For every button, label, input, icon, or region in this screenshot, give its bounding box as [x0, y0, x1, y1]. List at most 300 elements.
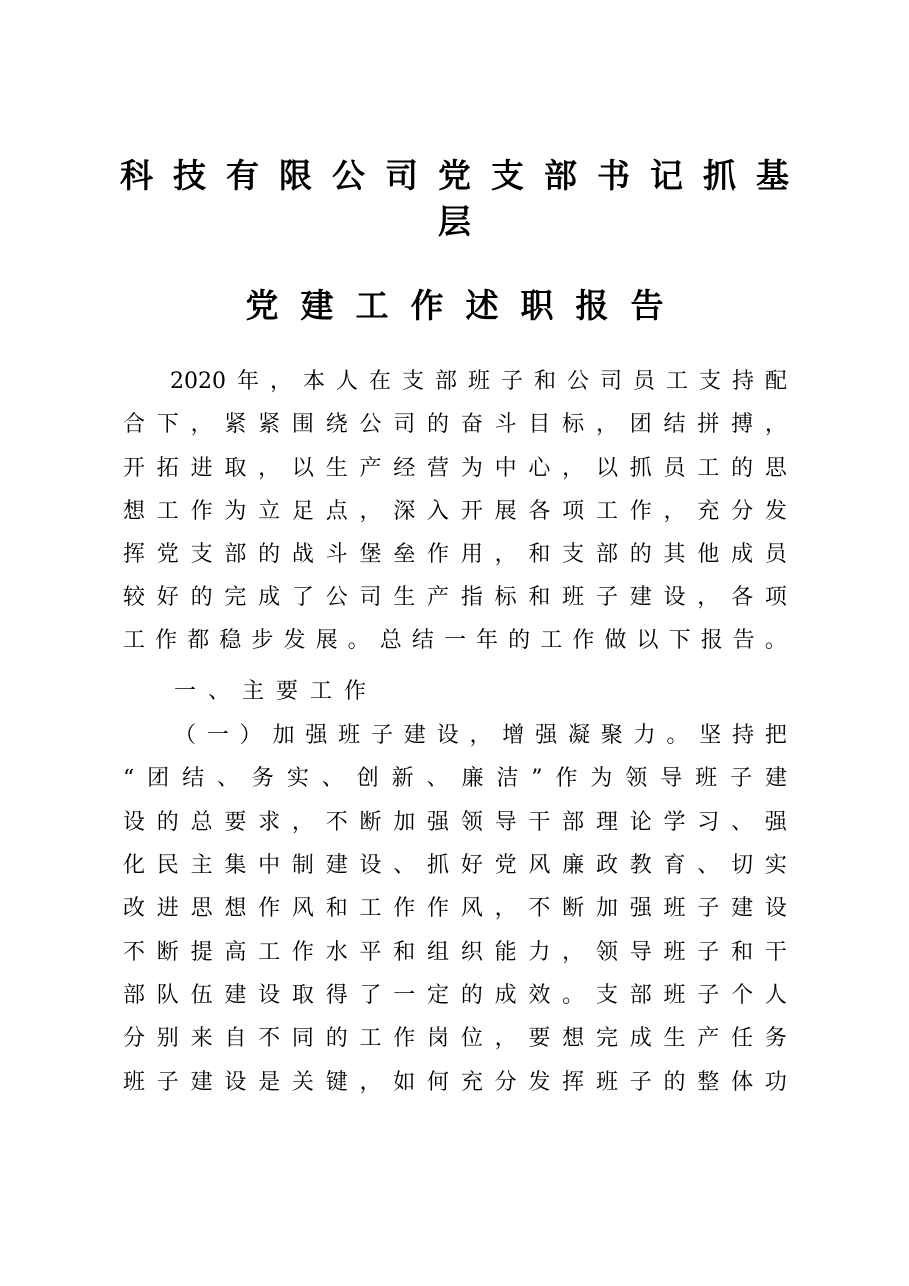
text-glyph: 总 [379, 628, 402, 653]
text-glyph: 子 [500, 369, 523, 394]
text-glyph: 风 [460, 896, 483, 921]
text-glyph: 拼 [697, 412, 720, 437]
body-line [123, 410, 787, 440]
text-glyph: ， [663, 499, 686, 524]
text-glyph: 设 [663, 585, 686, 610]
text-glyph: ， [190, 412, 213, 437]
text-glyph: 功 [764, 1070, 787, 1095]
text-glyph: 成 [731, 542, 754, 567]
text-glyph: 如 [393, 1070, 416, 1095]
text-glyph: 和 [528, 542, 551, 567]
text-glyph: 以 [636, 628, 659, 653]
text-glyph: 工 [156, 499, 179, 524]
body-line [123, 1024, 787, 1054]
text-glyph: 持 [732, 723, 755, 748]
text-glyph: 斗 [325, 542, 348, 567]
text-glyph: 政 [595, 853, 618, 878]
text-glyph: 点 [325, 499, 348, 524]
text-glyph: 合 [123, 412, 146, 437]
text-glyph: 党 [156, 542, 179, 567]
text-glyph: 一 [393, 983, 416, 1008]
text-glyph: 为 [460, 456, 483, 481]
text-glyph: 员 [632, 369, 655, 394]
text-glyph: 项 [764, 585, 787, 610]
text-glyph: 班 [562, 585, 585, 610]
text-glyph: 作 [555, 766, 578, 791]
text-glyph: 导 [660, 766, 683, 791]
text-glyph: 深 [393, 499, 416, 524]
text-glyph: 中 [494, 456, 517, 481]
text-glyph: 成 [494, 983, 517, 1008]
text-glyph: 部 [123, 983, 146, 1008]
text-glyph: 新 [391, 766, 414, 791]
text-glyph: 子 [629, 1070, 652, 1095]
text-glyph: 目 [528, 412, 551, 437]
text-glyph: 子 [370, 723, 393, 748]
text-glyph: 学 [663, 810, 686, 835]
text-glyph: 建 [224, 983, 247, 1008]
text-glyph: 展 [494, 499, 517, 524]
text-glyph: 部 [629, 983, 652, 1008]
text-glyph: 建 [764, 766, 787, 791]
text-glyph: 和 [528, 585, 551, 610]
text-glyph: 力 [633, 723, 656, 748]
body-line [170, 367, 787, 397]
text-glyph: 配 [764, 369, 787, 394]
body-line [174, 721, 787, 751]
text-glyph: 抓 [427, 853, 450, 878]
text-glyph: 生 [325, 456, 348, 481]
text-glyph: 实 [286, 766, 309, 791]
text-glyph: 理 [595, 810, 618, 835]
text-glyph: 稳 [219, 628, 242, 653]
text-glyph: 子 [697, 896, 720, 921]
text-glyph: 切 [731, 853, 754, 878]
text-glyph: 一 [206, 723, 229, 748]
text-glyph: 廉 [562, 853, 585, 878]
text-glyph: 设 [764, 896, 787, 921]
text-glyph: 开 [460, 499, 483, 524]
text-glyph: 产 [697, 1026, 720, 1051]
text-glyph: 完 [595, 1026, 618, 1051]
body-line [123, 1068, 787, 1098]
text-glyph: 工 [359, 1026, 382, 1051]
text-glyph: 公 [359, 412, 382, 437]
text-glyph: 工 [540, 628, 563, 653]
text-glyph: 支 [562, 542, 585, 567]
text-glyph: 建 [629, 585, 652, 610]
text-glyph: 司 [393, 412, 416, 437]
text-glyph: 建 [190, 1070, 213, 1095]
text-glyph: 作 [427, 896, 450, 921]
text-glyph: 习 [697, 810, 720, 835]
text-glyph: 来 [190, 1026, 213, 1051]
text-glyph: 分 [731, 499, 754, 524]
text-glyph: 高 [224, 940, 247, 965]
body-line [123, 540, 787, 570]
text-glyph: 任 [731, 1026, 754, 1051]
text-glyph: 司 [359, 585, 382, 610]
text-glyph: 班 [123, 1070, 146, 1095]
text-glyph: 司 [599, 369, 622, 394]
text-glyph: 教 [629, 853, 652, 878]
text-glyph: 队 [156, 983, 179, 1008]
text-glyph: 力 [528, 940, 551, 965]
text-glyph: 作 [258, 896, 281, 921]
text-glyph: 作 [155, 628, 178, 653]
text-glyph: 了 [359, 983, 382, 1008]
text-glyph: 中 [258, 853, 281, 878]
text-glyph: 战 [291, 542, 314, 567]
text-glyph: ， [359, 1070, 382, 1095]
text-glyph: 工 [697, 456, 720, 481]
text-glyph: 的 [427, 412, 450, 437]
text-glyph: 论 [629, 810, 652, 835]
text-glyph: 育 [663, 853, 686, 878]
text-glyph: 。 [666, 723, 689, 748]
text-glyph: 支 [698, 369, 721, 394]
text-glyph: 民 [156, 853, 179, 878]
text-glyph: 坚 [699, 723, 722, 748]
text-glyph: 想 [123, 499, 146, 524]
text-glyph: 取 [224, 456, 247, 481]
text-glyph: 干 [764, 940, 787, 965]
text-glyph: 的 [508, 628, 531, 653]
text-glyph: 抓 [629, 456, 652, 481]
text-glyph: 强 [427, 810, 450, 835]
text-glyph: 发 [764, 499, 787, 524]
text-glyph: ， [595, 412, 618, 437]
text-glyph: 子 [697, 940, 720, 965]
text-glyph: 支 [595, 983, 618, 1008]
text-glyph: 班 [663, 940, 686, 965]
text-glyph: “ [123, 766, 135, 791]
text-glyph: 强 [535, 723, 558, 748]
text-glyph: 其 [663, 542, 686, 567]
text-glyph: 一 [443, 628, 466, 653]
text-glyph: 务 [251, 766, 274, 791]
text-glyph: ， [764, 412, 787, 437]
text-glyph: 子 [730, 766, 753, 791]
text-glyph: 发 [283, 628, 306, 653]
text-glyph: 取 [291, 983, 314, 1008]
body-line [123, 583, 787, 613]
text-glyph: 键 [325, 1070, 348, 1095]
text-glyph: 。 [764, 628, 787, 653]
text-glyph: 公 [325, 585, 348, 610]
text-glyph: 。 [347, 628, 370, 653]
text-glyph: 搏 [731, 412, 754, 437]
text-glyph: 伍 [190, 983, 213, 1008]
text-glyph: 垒 [393, 542, 416, 567]
text-glyph: 效 [528, 983, 551, 1008]
text-glyph: 告 [732, 628, 755, 653]
text-glyph: 作 [393, 896, 416, 921]
text-glyph: 生 [663, 1026, 686, 1051]
text-glyph: （ [174, 723, 197, 748]
text-glyph: 进 [190, 456, 213, 481]
text-glyph: 、 [321, 766, 344, 791]
text-glyph: 加 [393, 810, 416, 835]
text-glyph: 强 [305, 723, 328, 748]
text-glyph: 部 [224, 542, 247, 567]
text-glyph: 做 [604, 628, 627, 653]
text-glyph: 2020 [170, 369, 226, 394]
text-glyph: 心 [528, 456, 551, 481]
text-glyph: 位 [460, 1026, 483, 1051]
text-glyph: 和 [325, 896, 348, 921]
text-glyph: 总 [190, 810, 213, 835]
text-glyph: 导 [629, 940, 652, 965]
text-glyph: 完 [224, 585, 247, 610]
text-glyph: 生 [393, 585, 416, 610]
text-glyph: 不 [325, 810, 348, 835]
text-glyph: 作 [393, 1026, 416, 1051]
text-glyph: 子 [595, 585, 618, 610]
text-glyph: 以 [291, 456, 314, 481]
text-glyph: 制 [291, 853, 314, 878]
text-glyph: 的 [258, 542, 281, 567]
text-glyph: 作 [629, 499, 652, 524]
text-glyph: 个 [731, 983, 754, 1008]
text-glyph: 建 [325, 853, 348, 878]
text-glyph: 人 [335, 369, 358, 394]
text-glyph: 分 [494, 1070, 517, 1095]
text-glyph: 结 [663, 412, 686, 437]
document-title-line1: 科技有限公司党支部书记抓基 [120, 156, 809, 195]
text-glyph: ， [469, 723, 492, 748]
text-glyph: 下 [668, 628, 691, 653]
body-line [123, 851, 787, 881]
text-glyph: 班 [338, 723, 361, 748]
text-glyph: 强 [629, 896, 652, 921]
text-glyph: 部 [562, 810, 585, 835]
text-glyph: ， [494, 542, 517, 567]
text-glyph: 支 [401, 369, 424, 394]
text-glyph: 部 [434, 369, 457, 394]
text-glyph: 设 [436, 723, 459, 748]
text-glyph: 工 [123, 628, 146, 653]
text-glyph: ， [291, 810, 314, 835]
text-glyph: 设 [359, 853, 382, 878]
text-glyph: 整 [697, 1070, 720, 1095]
text-glyph: 设 [258, 983, 281, 1008]
text-glyph: 强 [764, 810, 787, 835]
text-glyph: 年 [476, 628, 499, 653]
text-glyph: 思 [764, 456, 787, 481]
text-glyph: 建 [731, 896, 754, 921]
text-glyph: 部 [595, 542, 618, 567]
text-glyph: 步 [251, 628, 274, 653]
text-glyph: 组 [427, 940, 450, 965]
text-glyph: 营 [427, 456, 450, 481]
text-glyph: 较 [123, 585, 146, 610]
text-glyph: 何 [427, 1070, 450, 1095]
text-glyph: 同 [291, 1026, 314, 1051]
body-line [123, 626, 787, 656]
text-glyph: 能 [494, 940, 517, 965]
text-glyph: 党 [494, 853, 517, 878]
text-glyph: 发 [528, 1070, 551, 1095]
text-glyph: 廉 [461, 766, 484, 791]
text-glyph: 子 [156, 1070, 179, 1095]
text-glyph: 实 [764, 853, 787, 878]
text-glyph: 好 [460, 853, 483, 878]
text-glyph: 设 [123, 810, 146, 835]
text-glyph: 的 [629, 542, 652, 567]
text-glyph: 紧 [258, 412, 281, 437]
text-glyph: 思 [190, 896, 213, 921]
text-glyph: 主 [190, 853, 213, 878]
text-glyph: 把 [764, 723, 787, 748]
text-glyph: 要 [224, 810, 247, 835]
text-glyph: 是 [258, 1070, 281, 1095]
text-glyph: 立 [258, 499, 281, 524]
text-glyph: 挥 [123, 542, 146, 567]
text-glyph: 紧 [224, 412, 247, 437]
text-glyph: 支 [190, 542, 213, 567]
text-glyph: 员 [764, 542, 787, 567]
text-glyph: ， [562, 456, 585, 481]
text-glyph: 的 [731, 456, 754, 481]
text-glyph: ， [359, 499, 382, 524]
text-glyph: 断 [156, 940, 179, 965]
text-glyph: 产 [359, 456, 382, 481]
text-glyph: 年 [236, 369, 259, 394]
text-glyph: 作 [291, 940, 314, 965]
text-glyph: 工 [359, 896, 382, 921]
text-glyph: 加 [595, 896, 618, 921]
text-glyph: 的 [156, 810, 179, 835]
text-glyph: 都 [187, 628, 210, 653]
text-glyph: 班 [595, 1070, 618, 1095]
text-glyph: 领 [595, 940, 618, 965]
text-glyph: 入 [427, 499, 450, 524]
text-glyph: 洁 [496, 766, 519, 791]
text-glyph: 增 [502, 723, 525, 748]
text-glyph: 各 [731, 585, 754, 610]
text-glyph: 持 [731, 369, 754, 394]
text-glyph: 成 [258, 585, 281, 610]
text-glyph: 和 [533, 369, 556, 394]
text-glyph: 用 [460, 542, 483, 567]
text-glyph: 团 [147, 766, 170, 791]
text-glyph: 不 [258, 1026, 281, 1051]
text-glyph: 分 [123, 1026, 146, 1051]
text-glyph: 领 [625, 766, 648, 791]
text-glyph: 要 [528, 1026, 551, 1051]
text-glyph: ， [494, 1026, 517, 1051]
text-glyph: 报 [700, 628, 723, 653]
text-glyph: 工 [258, 940, 281, 965]
text-glyph: 务 [764, 1026, 787, 1051]
text-glyph: 的 [190, 585, 213, 610]
text-glyph: 想 [562, 1026, 585, 1051]
text-glyph: 班 [695, 766, 718, 791]
text-glyph: 聚 [600, 723, 623, 748]
text-glyph: 的 [663, 1070, 686, 1095]
text-glyph: ， [697, 585, 720, 610]
text-glyph: 项 [562, 499, 585, 524]
body-line [123, 497, 787, 527]
body-line [123, 764, 787, 794]
text-glyph: ， [494, 896, 517, 921]
text-glyph: 别 [156, 1026, 179, 1051]
text-glyph: 干 [528, 810, 551, 835]
text-glyph: 子 [697, 983, 720, 1008]
text-glyph: 、 [217, 766, 240, 791]
text-glyph: 创 [356, 766, 379, 791]
text-glyph: 岗 [427, 1026, 450, 1051]
text-glyph: 化 [123, 853, 146, 878]
section-heading: 一、主要工作 [174, 679, 379, 704]
body-line [123, 981, 787, 1011]
text-glyph: 他 [697, 542, 720, 567]
text-glyph: 挥 [562, 1070, 585, 1095]
text-glyph: 工 [665, 369, 688, 394]
text-glyph: 团 [629, 412, 652, 437]
text-glyph: 风 [291, 896, 314, 921]
document-title-line3: 党建工作述职报告 [245, 286, 686, 325]
text-glyph: 的 [325, 1026, 348, 1051]
text-glyph: 产 [427, 585, 450, 610]
text-glyph: 下 [156, 412, 179, 437]
text-glyph: 风 [528, 853, 551, 878]
text-glyph: 标 [562, 412, 585, 437]
text-glyph: 作 [427, 542, 450, 567]
text-glyph: 。 [562, 983, 585, 1008]
text-glyph: 员 [663, 456, 686, 481]
text-glyph: ， [269, 369, 292, 394]
text-glyph: 充 [460, 1070, 483, 1095]
text-glyph: 奋 [460, 412, 483, 437]
text-glyph: 平 [359, 940, 382, 965]
text-glyph: 结 [411, 628, 434, 653]
text-glyph: 好 [156, 585, 179, 610]
document-title-line2: 层 [438, 202, 471, 241]
text-glyph: 经 [393, 456, 416, 481]
text-glyph: 自 [224, 1026, 247, 1051]
text-glyph: 进 [156, 896, 179, 921]
text-glyph: 在 [368, 369, 391, 394]
text-glyph: 作 [190, 499, 213, 524]
text-glyph: 得 [325, 983, 348, 1008]
text-glyph: 各 [528, 499, 551, 524]
text-glyph: 断 [562, 896, 585, 921]
text-glyph: 的 [460, 983, 483, 1008]
text-glyph: 公 [566, 369, 589, 394]
body-line [123, 454, 787, 484]
text-glyph: 凝 [567, 723, 590, 748]
text-glyph: 建 [403, 723, 426, 748]
text-glyph: 工 [595, 499, 618, 524]
text-glyph: 织 [460, 940, 483, 965]
text-glyph: 和 [393, 940, 416, 965]
text-glyph: 拓 [156, 456, 179, 481]
text-glyph: 堡 [359, 542, 382, 567]
text-glyph: 人 [764, 983, 787, 1008]
text-glyph: 导 [494, 810, 517, 835]
text-glyph: 开 [123, 456, 146, 481]
body-line [123, 894, 787, 924]
text-glyph: 领 [460, 810, 483, 835]
text-glyph: 斗 [494, 412, 517, 437]
text-glyph: 设 [224, 1070, 247, 1095]
text-glyph: 、 [697, 853, 720, 878]
text-glyph: 定 [427, 983, 450, 1008]
text-glyph: 水 [325, 940, 348, 965]
text-glyph: 加 [272, 723, 295, 748]
